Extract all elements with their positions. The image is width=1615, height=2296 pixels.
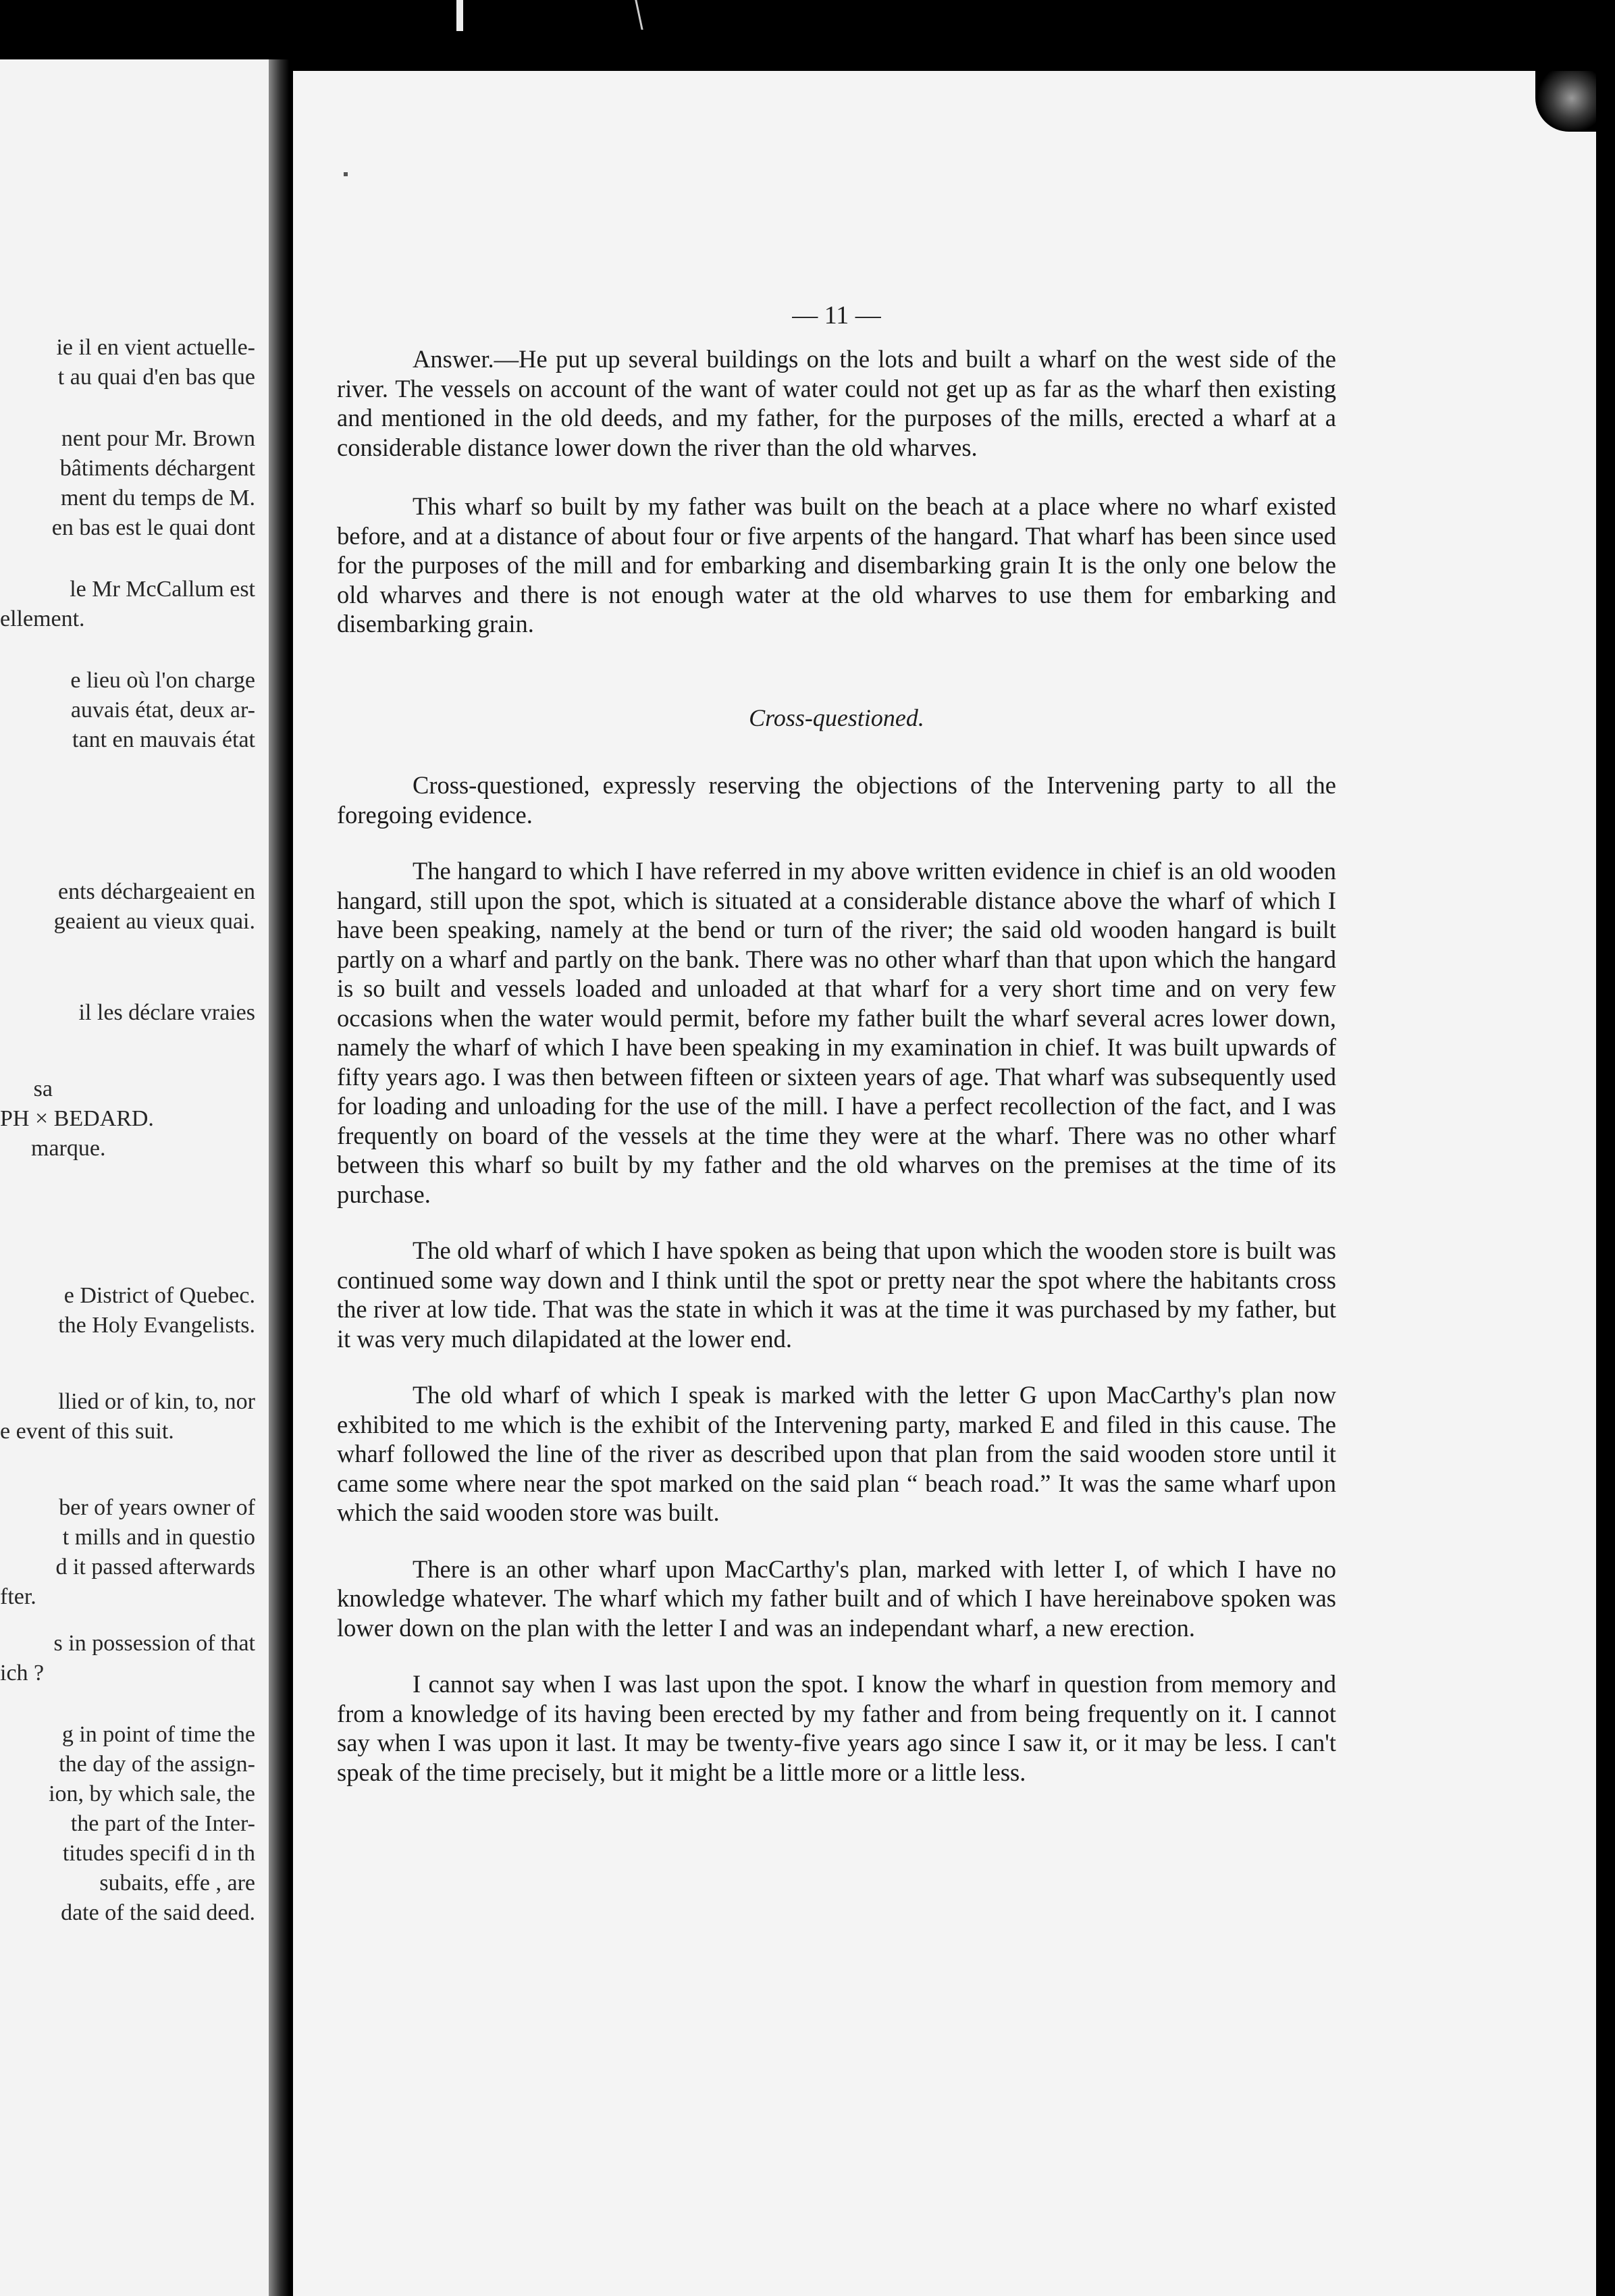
- facing-line: g in point of time the: [61, 1722, 255, 1747]
- page-gutter: [269, 59, 289, 2296]
- paragraph: Cross-questioned, expressly reserving the objections of the Intervening party to all the foregoing evidence.: [337, 771, 1336, 829]
- facing-line: d it passed afterwards: [55, 1555, 255, 1580]
- facing-line: ber of years owner of: [59, 1495, 255, 1520]
- facing-line: llied or of kin, to, nor: [58, 1389, 255, 1414]
- facing-line: t mills and in questio: [62, 1525, 255, 1550]
- facing-signature: PH × BEDARD.: [0, 1106, 154, 1131]
- facing-line: sa: [33, 1076, 53, 1101]
- scan-speck: [344, 172, 348, 176]
- facing-line: the Holy Evangelists.: [58, 1313, 255, 1338]
- answer-section: [337, 344, 1336, 639]
- facing-line: auvais état, deux ar-: [70, 698, 255, 723]
- scan-artifact: [635, 0, 643, 30]
- facing-line: ie il en vient actuelle-: [56, 335, 255, 360]
- facing-line: tant en mauvais état: [72, 727, 255, 752]
- facing-line: ion, by which sale, the: [49, 1781, 255, 1806]
- page-number: — 11 —: [792, 301, 881, 330]
- facing-line: e event of this suit.: [0, 1419, 174, 1444]
- facing-line: subaits, effe , are: [99, 1871, 255, 1896]
- scan-artifact: [456, 0, 463, 31]
- section-heading: Cross-questioned.: [749, 704, 924, 731]
- facing-line: t au quai d'en bas que: [57, 365, 255, 390]
- facing-line: marque.: [31, 1136, 106, 1161]
- facing-line: le Mr McCallum est: [70, 577, 255, 602]
- facing-line: s in possession of that: [53, 1631, 255, 1656]
- facing-page: [0, 59, 269, 2296]
- paragraph: The hangard to which I have referred in my above written evidence in chief is an old wooden hangard, still upon the spot, which is situated at a considerable distance above the wharf of which I have been speaking, namely at the bend or turn of the river; the said old wooden hangard is built partly on a wharf and partly on the bank. There was no other wharf than that upon which the hangard is so built and vessels loaded and unloaded at that wharf for a very short time and on very few occasions when the water would permit, before my father built the wharf several acres lower down, namely the wharf of which I have been speaking in my examination in chief. It was built upwards of fifty years ago. I was then between fifteen or sixteen years of age. That wharf was subsequently used for loading and unloading for the use of the mill. I have a perfect recollection of the fact, and I was frequently on board of the vessels at the time they were at the wharf. There was no other wharf between this wharf so built by my father and the old wharves on the premises at the time of its purchase.: [337, 857, 1336, 1208]
- facing-line: ents déchargeaient en: [57, 879, 255, 904]
- paragraph: Answer.—He put up several buildings on the lots and built a wharf on the west side of the river. The vessels on account of the want of water could not get up as far as the wharf then existing and mentioned in the old deeds, and my father, for the purposes of the mills, erected a wharf at a considerable distance lower down the river than the old wharves.: [337, 345, 1336, 461]
- facing-line: ellement.: [0, 606, 85, 631]
- paragraph: This wharf so built by my father was built on the beach at a place where no wharf existed before, and at a distance of about four or five arpents of the hangard. That wharf has been since used for the purposes of the mill and for embarking and disembarking grain It is the only one below the old wharves and there is not enough water at the old wharves to use them for embarking and disembarking grain.: [337, 492, 1336, 637]
- document-page: [293, 71, 1596, 2296]
- facing-line: nent pour Mr. Brown: [61, 426, 255, 451]
- paragraph: The old wharf of which I speak is marked with the letter G upon MacCarthy's plan now exhibited to me which is the exhibit of the Intervening party, marked E and filed in this cause. The wharf followed the line of the river as described upon that plan from the said wooden store until it came some where near the spot marked on the said plan “ beach road.” It was the same wharf upon which the said wooden store was built.: [337, 1381, 1336, 1526]
- paragraph: The old wharf of which I have spoken as being that upon which the wooden store is built was continued some way down and I think until the spot or pretty near the spot where the habitants cross the river at low tide. That was the state in which it was at the time it was purchased by my father, but it was very much dilapidated at the lower end.: [337, 1236, 1336, 1353]
- facing-line: ment du temps de M.: [60, 486, 255, 511]
- facing-line: e District of Quebec.: [63, 1283, 255, 1308]
- paragraph: I cannot say when I was last upon the spot. I know the wharf in question from memory and from a knowledge of its having been erected by my father and from being frequently on it. I cannot say when I was upon it last. It may be twenty-five years ago since I saw it, or it may be less. I can't speak of the time precisely, but it might be a little more or a little less.: [337, 1670, 1336, 1786]
- facing-line: e lieu où l'on charge: [70, 668, 255, 693]
- facing-line: the part of the Inter-: [70, 1811, 255, 1836]
- facing-line: the day of the assign-: [59, 1752, 255, 1777]
- facing-line: date of the said deed.: [61, 1900, 255, 1925]
- facing-line: geaient au vieux quai.: [53, 909, 255, 934]
- facing-line: il les déclare vraies: [78, 1000, 255, 1025]
- facing-line: fter.: [0, 1584, 36, 1609]
- paragraph: There is an other wharf upon MacCarthy's plan, marked with letter I, of which I have no knowledge whatever. The wharf which my father built and of which I have hereinabove spoken was lower down on the plan with the letter I and was an independant wharf, a new erection.: [337, 1555, 1336, 1642]
- torn-corner: [1535, 71, 1596, 132]
- facing-line: ich ?: [0, 1661, 45, 1686]
- facing-line: bâtiments déchargent: [59, 456, 255, 481]
- facing-line: titudes specifi d in th: [62, 1841, 255, 1866]
- facing-line: en bas est le quai dont: [51, 515, 255, 540]
- cross-examination-section: [337, 771, 1336, 1787]
